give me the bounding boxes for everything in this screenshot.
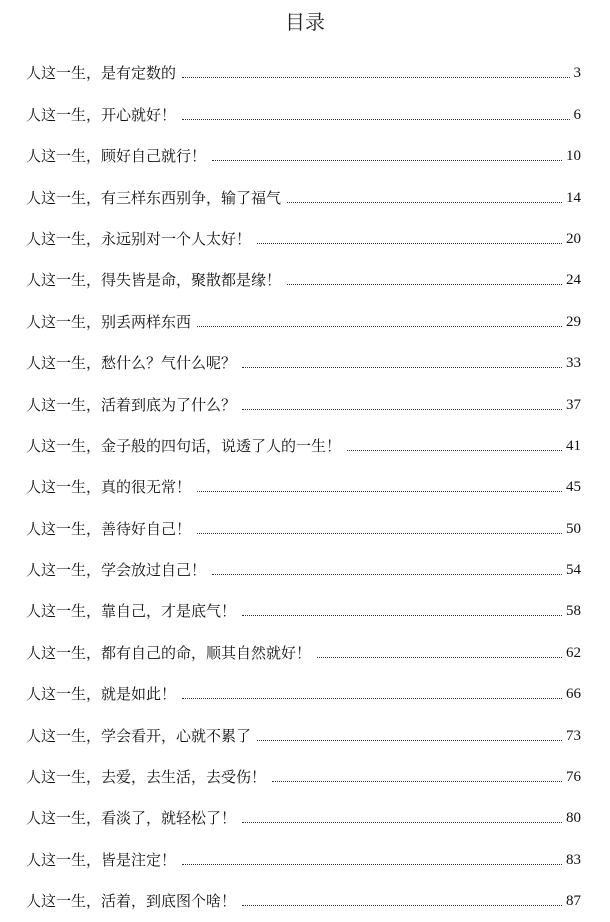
toc-entry-title: 人这一生，皆是注定！ (26, 850, 177, 869)
toc-page-number: 10 (566, 148, 581, 165)
toc-entry[interactable] (0, 295, 610, 336)
dot-leader (287, 202, 562, 203)
toc-page-number: 37 (566, 396, 581, 413)
toc-entry-title: 人这一生，都有自己的命，顺其自然就好！ (26, 643, 312, 662)
dot-leader (242, 615, 562, 616)
toc-page-number: 33 (566, 355, 581, 372)
toc-page-number: 76 (566, 769, 581, 786)
toc-entry[interactable] (0, 213, 610, 254)
toc-entry[interactable] (0, 751, 610, 792)
dot-leader (257, 243, 562, 244)
toc-entry[interactable] (0, 709, 610, 750)
toc-entry[interactable] (0, 420, 610, 461)
dot-leader (272, 781, 562, 782)
toc-entry[interactable] (0, 544, 610, 585)
page-title: 目录 (285, 10, 325, 34)
toc-entry-title: 人这一生，真的很无常！ (26, 478, 192, 497)
dot-leader (182, 698, 562, 699)
toc-page-number: 58 (566, 603, 581, 620)
toc-entry[interactable] (0, 792, 610, 833)
toc-page-number: 41 (566, 437, 581, 454)
toc-entry-title: 人这一生，开心就好！ (26, 105, 177, 124)
toc-page-number: 20 (566, 230, 581, 247)
dot-leader (182, 864, 562, 865)
toc-page-number: 80 (566, 810, 581, 827)
toc-entry[interactable] (0, 88, 610, 129)
dot-leader (347, 450, 562, 451)
toc-page-number: 29 (566, 313, 581, 330)
dot-leader (182, 77, 569, 78)
toc-entry[interactable] (0, 626, 610, 667)
toc-page-number: 45 (566, 479, 581, 496)
toc-page-number: 73 (566, 727, 581, 744)
toc-entry[interactable] (0, 171, 610, 212)
toc-page-number: 3 (573, 65, 581, 82)
toc-entry[interactable] (0, 585, 610, 626)
toc-entry[interactable] (0, 833, 610, 874)
toc-page-number: 24 (566, 272, 581, 289)
toc-entry[interactable] (0, 668, 610, 709)
dot-leader (197, 533, 562, 534)
toc-entry-title: 人这一生，愁什么？气什么呢？ (26, 354, 237, 373)
dot-leader (287, 284, 562, 285)
toc-entry-title: 人这一生，去爱，去生活，去受伤！ (26, 768, 267, 787)
toc-entry-title: 人这一生，看淡了，就轻松了！ (26, 809, 237, 828)
dot-leader (242, 409, 562, 410)
toc-entry-title: 人这一生，金子般的四句话，说透了人的一生！ (26, 436, 342, 455)
toc-page-number: 66 (566, 686, 581, 703)
dot-leader (242, 905, 562, 906)
toc-page-number: 6 (573, 106, 581, 123)
toc-entry-title: 人这一生，活着，到底图个啥！ (26, 892, 237, 911)
toc-entry-title: 人这一生，顾好自己就行！ (26, 147, 207, 166)
dot-leader (242, 367, 562, 368)
dot-leader (182, 119, 569, 120)
toc-entry[interactable] (0, 875, 610, 916)
dot-leader (197, 326, 562, 327)
toc-entry[interactable] (0, 337, 610, 378)
toc-entry-title: 人这一生，活着到底为了什么？ (26, 395, 237, 414)
toc-page-number: 14 (566, 189, 581, 206)
toc-page-number: 50 (566, 520, 581, 537)
toc-entry-title: 人这一生，是有定数的 (26, 64, 177, 83)
toc-entry-title: 人这一生，善待好自己！ (26, 519, 192, 538)
toc-entry[interactable] (0, 502, 610, 543)
toc-page-number: 87 (566, 893, 581, 910)
toc-entry[interactable] (0, 254, 610, 295)
dot-leader (212, 574, 562, 575)
toc-entry-title: 人这一生，学会放过自己！ (26, 561, 207, 580)
dot-leader (197, 491, 562, 492)
toc-page-number: 54 (566, 562, 581, 579)
table-of-contents (0, 47, 610, 916)
toc-page-number: 62 (566, 644, 581, 661)
toc-entry-title: 人这一生，得失皆是命，聚散都是缘！ (26, 271, 282, 290)
dot-leader (242, 822, 562, 823)
toc-entry-title: 人这一生，永远别对一个人太好！ (26, 229, 252, 248)
dot-leader (212, 160, 562, 161)
dot-leader (317, 657, 562, 658)
toc-entry-title: 人这一生，有三样东西别争，输了福气 (26, 188, 282, 207)
dot-leader (257, 740, 562, 741)
toc-page-number: 83 (566, 851, 581, 868)
toc-entry-title: 人这一生，就是如此！ (26, 685, 177, 704)
toc-entry[interactable] (0, 130, 610, 171)
toc-entry[interactable] (0, 461, 610, 502)
toc-entry-title: 人这一生，学会看开，心就不累了 (26, 726, 252, 745)
toc-entry[interactable] (0, 47, 610, 88)
toc-entry[interactable] (0, 378, 610, 419)
toc-entry-title: 人这一生，别丢两样东西 (26, 312, 192, 331)
toc-entry-title: 人这一生，靠自己，才是底气！ (26, 602, 237, 621)
